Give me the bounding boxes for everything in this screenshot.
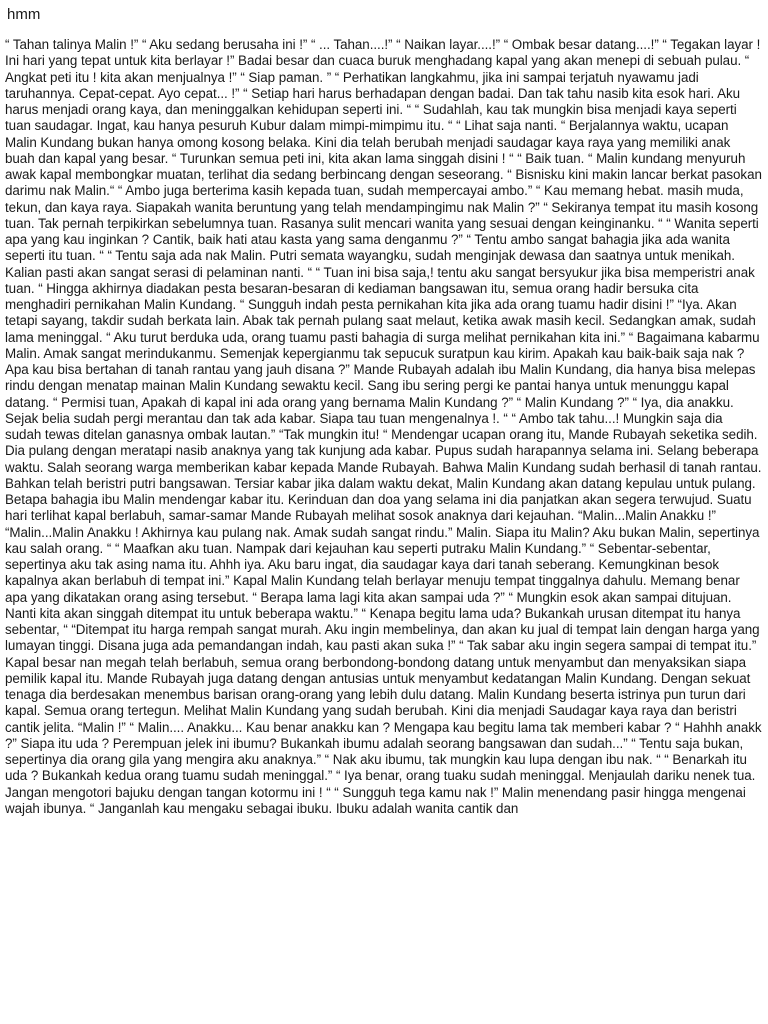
story-text: “ Tahan talinya Malin !” “ Aku sedang berusaha ini !” “ ... Tahan....!” “ Naikan layar....!” “ Ombak besar datang....!” “ Tegakan layar ! Ini hari yang tepat untuk kita berlayar !” Badai besar dan cuaca buruk menghadang kapal yang akan menepi di sebuah pulau. “ Angkat peti itu ! kita akan menjualnya !” “ Siap paman. ” “ Perhatikan langkahmu, jika ini sampai terjatuh nyawamu jadi taruhannya. Cepat-cepat. Ayo cepat... !” “ Setiap hari harus berhadapan dengan badai. Dan tak tahu nasib kita esok hari. Aku harus menjadi orang kaya, dan meninggalkan kehidupan seperti ini. “ “ Sudahlah, kau tak mungkin bisa menjadi kaya seperti tuan saudagar. Ingat, kau hanya pesuruh Kubur dalam mimpi-mimpimu itu. “ “ Lihat saja nanti. “ Berjalannya waktu, ucapan Malin Kundang bukan hanya omong kosong belaka. Kini dia telah berubah menjadi saudagar kaya raya yang memiliki anak buah dan kapal yang besar. “ Turunkan semua peti ini, kita akan lama singgah disini ! “ “ Baik tuan. “ Malin kundang menyuruh awak kapal membongkar muatan, terlihat dia sedang berbincang dengan seseorang. “ Bisnisku kini makin lancar berkat pasokan darimu nak Malin.“ “ Ambo juga berterima kasih kepada tuan, sudah mempercayai ambo.” “ Kau memang hebat. masih muda, tekun, dan kaya raya. Siapakah wanita beruntung yang telah mendampingimu nak Malin ?” “ Sekiranya tempat itu masih kosong tuan. Tak pernah terpikirkan sebelumnya tuan. Rasanya sulit mencari wanita yang sesuai dengan keinginanku. “ “ Wanita seperti apa yang kau inginkan ? Cantik, baik hati atau kasta yang sama denganmu ?” “ Tentu ambo sangat bahagia jika ada wanita seperti itu tuan. “ “ Tentu saja ada nak Malin. Putri semata wayangku, sudah menginjak dewasa dan saatnya untuk menikah. Kalian pasti akan sangat serasi di pelaminan nanti. “ “ Tuan ini bisa saja,! tentu aku sangat bersyukur jika bisa memperistri anak tuan. “ Hingga akhirnya diadakan pesta besaran-besaran di kediaman bangsawan itu, semua orang hadir bersuka cita menghadiri pernikahan Malin Kundang. “ Sungguh indah pesta pernikahan kita jika ada orang tuamu hadir disini !” “Iya. Akan tetapi sayang, takdir sudah berkata lain. Abak tak pernah pulang saat melaut, ketika awak masih kecil. Sedangkan amak, sudah lama meninggal. “ Aku turut berduka uda, orang tuamu pasti bahagia di surga melihat pernikahan kita ini.” “ Bagaimana kabarmu Malin. Amak sangat merindukanmu. Semenjak kepergianmu tak sepucuk suratpun kau kirim. Apakah kau baik-baik saja nak ? Apa kau bisa bertahan di tanah rantau yang jauh disana ?” Mande Rubayah adalah ibu Malin Kundang, dia hanya bisa melepas rindu dengan menatap mainan Malin Kundang sewaktu kecil. Sang ibu sering pergi ke pantai hanya untuk menunggu kapal datang. “ Permisi tuan, Apakah di kapal ini ada orang yang bernama Malin Kundang ?” “ Malin Kundang ?” “ Iya, dia anakku. Sejak belia sudah pergi merantau dan tak ada kabar. Siapa tau tuan mengenalnya !. “ “ Ambo tak tahu...! Mungkin saja dia sudah tewas ditelan ganasnya ombak lautan.” “Tak mungkin itu! “ Mendengar ucapan orang itu, Mande Rubayah seketika sedih. Dia pulang dengan meratapi nasib anaknya yang tak kunjung ada kabar. Pupus sudah harapannya selama ini. Selang beberapa waktu. Salah seorang warga memberikan kabar kepada Mande Rubayah. Bahwa Malin Kundang sudah berhasil di tanah rantau. Bahkan telah beristri putri bangsawan. Tersiar kabar jika dalam waktu dekat, Malin Kundang akan datang kepulau untuk pulang. Betapa bahagia ibu Malin mendengar kabar itu. Kerinduan dan doa yang selama ini dia panjatkan akan segera terwujud. Suatu hari terlihat kapal berlabuh, samar-samar Mande Rubayah melihat sosok anaknya dari kejauhan. “Malin...Malin Anakku !” “Malin...Malin Anakku ! Akhirnya kau pulang nak. Amak sudah sangat rindu.” Malin. Siapa itu Malin? Aku bukan Malin, sepertinya kau salah orang. “ “ Maafkan aku tuan. Nampak dari kejauhan kau seperti putraku Malin Kundang.” “ Sebentar-sebentar, sepertinya aku tak asing nama itu. Ahhh iya. Aku baru ingat, dia saudagar kaya dari tanah seberang. Kemungkinan besok kapalnya akan berlabuh di tempat ini.” Kapal Malin Kundang telah berlayar menuju tempat tinggalnya dahulu. Memang benar apa yang dikatakan orang asing tersebut. “ Berapa lama lagi kita akan sampai uda ?” “ Mungkin esok akan sampai ditujuan. Nanti kita akan singgah ditempat itu untuk beberapa waktu.” “ Kenapa begitu lama uda? Bukankah urusan ditempat itu hanya sebentar, “ “Ditempat itu harga rempah sangat murah. Aku ingin membelinya, dan akan ku jual di tempat lain dengan harga yang lumayan tinggi. Disana juga ada pemandangan indah, kau pasti akan suka !” “ Tak sabar aku ingin segera sampai di tempat itu.” Kapal besar nan megah telah berlabuh, semua orang berbondong-bondong datang untuk menyambut dan menyaksikan siapa pemilik kapal itu. Mande Rubayah juga datang dengan antusias untuk menyambut kedatangan Malin Kundang. Dengan sekuat tenaga dia berdesakan menembus barisan orang-orang yang lebih dulu datang. Malin Kundang beserta istrinya pun turun dari kapal. Semua orang tertegun. Melihat Malin Kundang yang sudah berubah. Kini dia menjadi Saudagar kaya raya dan beristri cantik jelita. “Malin !” “ Malin.... Anakku... Kau benar anakku kan ? Mengapa kau begitu lama tak memberi kabar ? “ Hahhh anakk ?” Siapa itu uda ? Perempuan jelek ini ibumu? Bukankah ibumu adalah seorang bangsawan dan sudah...” “ Tentu saja bukan, sepertinya dia orang gila yang mengira aku anaknya.” “ Nak aku ibumu, tak mungkin kau lupa dengan ibu nak. “ “ Benarkah itu uda ? Bukankah kedua orang tuamu sudah meninggal.” “ Iya benar, orang tuaku sudah meninggal. Menjaulah dariku nenek tua. Jangan mengotori bajuku dengan tangan kotormu ini ! “ “ Sungguh tega kamu nak !” Malin menendang pasir hingga mengenai wajah ibunya. “ Janganlah kau mengaku sebagai ibuku. Ibuku adalah wanita cantik dan [5, 37, 762, 816]
document-title: hmm [7, 6, 41, 23]
document-page [5, 6, 762, 1018]
